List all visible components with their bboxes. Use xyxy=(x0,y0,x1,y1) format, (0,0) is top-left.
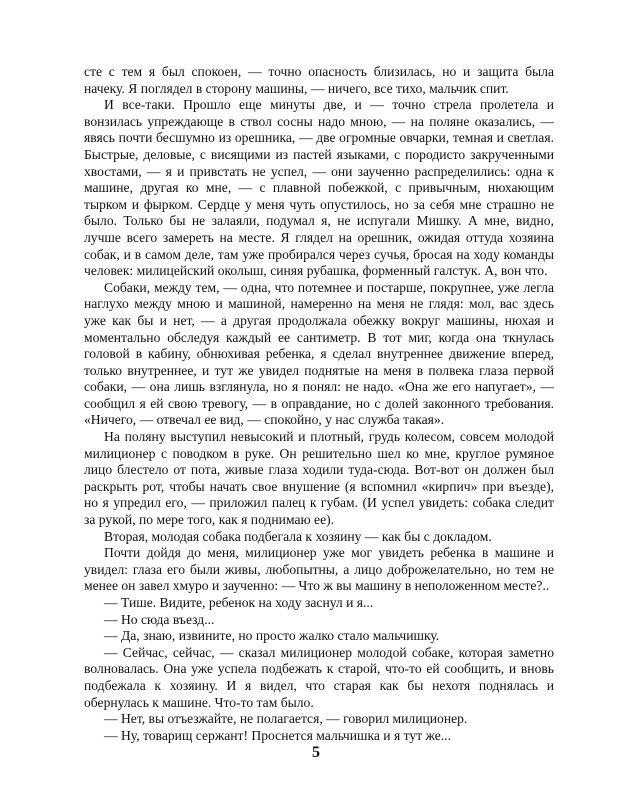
dialogue-line: — Нет, вы отъезжайте, не полагается, — говорил милиционер. xyxy=(104,711,468,727)
paragraph: сте с тем я был спокоен, — точно опасность близилась, но и защита была начеку. Я поглядел в сторону машины, — ничего, все тихо, мальчик спит. xyxy=(84,64,554,96)
dialogue-line: — Тише. Видите, ребенок на ходу заснул и я... xyxy=(104,595,374,610)
dialogue-line: — Но сюда въезд... xyxy=(104,611,215,627)
paragraph: Собаки, между тем, — одна, что потемнее и постарше, покрупнее, уже легла наглухо между мною и машиной, намеренно на меня не глядя: мол, вас здесь уже как бы и нет, — а другая продолжала обежку вокруг машины, нюхая и моментально обследуя каждый ее сантиметр. В тот миг, когда она ткнулась головой в кабину, обнюхивая ребенка, я сделал внутреннее движение вперед, только внутреннее, и тут же увидел поднятые на меня в полвека глаза первой собаки, — она лишь взглянула, но я понял: не надо. «Она же его напугает», — сообщил я ей свою тревогу, — в оправдание, но с долей законного требования. «Ничего, — отвечал ее вид, — спокойно, у нас служба такая». xyxy=(84,279,554,428)
paragraph: Почти дойдя до меня, милиционер уже мог увидеть ребенка в машине и увидел: глаза его были живы, любопытны, а лицо доброжелательно, но тем не менее он завел хмуро и заученно: — Что ж вы машину в неположенном месте?.. xyxy=(84,545,554,594)
paragraph: Вторая, молодая собака подбегала к хозяину — как бы с докладом. xyxy=(104,528,492,544)
paragraph: На поляну выступил невысокий и плотный, грудь колесом, совсем молодой милиционер с поводком в руке. Он решительно шел ко мне, круглое румяное лицо блестело от пота, живые глаза ходили туда-сюда. Вот-вот он должен был раскрыть рот, чтобы начать свое внушение (я вспомнил «кирпич» при въезде), но я упредил его, — приложил палец к губам. (И успел увидеть: собака следит за рукой, по мере того, как я поднимаю ее). xyxy=(84,429,554,528)
paragraph: — Сейчас, сейчас, — сказал милиционер молодой собаке, которая заметно волновалась. Она уже успела подбежать к старой, что-то ей сообщить, и вновь подбежала к хозяину. И я видел, что старая как бы нехотя поднялась и обернулась к машине. Что-то там было. xyxy=(84,644,554,710)
dialogue-line: — Ну, товарищ сержант! Проснется мальчишка и я тут же... xyxy=(104,727,451,743)
page-number: 5 xyxy=(312,744,320,761)
body-text xyxy=(84,64,554,744)
dialogue-line: — Да, знаю, извините, но просто жалко стало мальчишку. xyxy=(104,628,440,644)
paragraph: И все-таки. Прошло еще минуты две, и — точно стрела пролетела и вонзилась упреждающе в ствол сосны надо мною, — на поляне оказались, — явясь почти бесшумно из орешника, — две огромные овчарки, темная и светлая. Быстрые, деловые, с висящими из пастей языками, с породисто закрученными хвостами, — я и привстать не успел, — они заученно распределились: одна к машине, другая ко мне, — с плавной побежкой, с привычным, нюхающим тырком и фырком. Сердце у меня чуть опустилось, но за себя мне страшно не было. Только бы не залаяли, подумал я, не испугали Мишку. А мне, видно, лучше всего замереть на месте. Я глядел на орешник, ожидая оттуда хозяина собак, и в самом деле, там уже пробирался через сучья, бросая на ходу команды человек: милицейский околыш, синяя рубашка, форменный галстук. А, вон что. xyxy=(84,97,554,279)
